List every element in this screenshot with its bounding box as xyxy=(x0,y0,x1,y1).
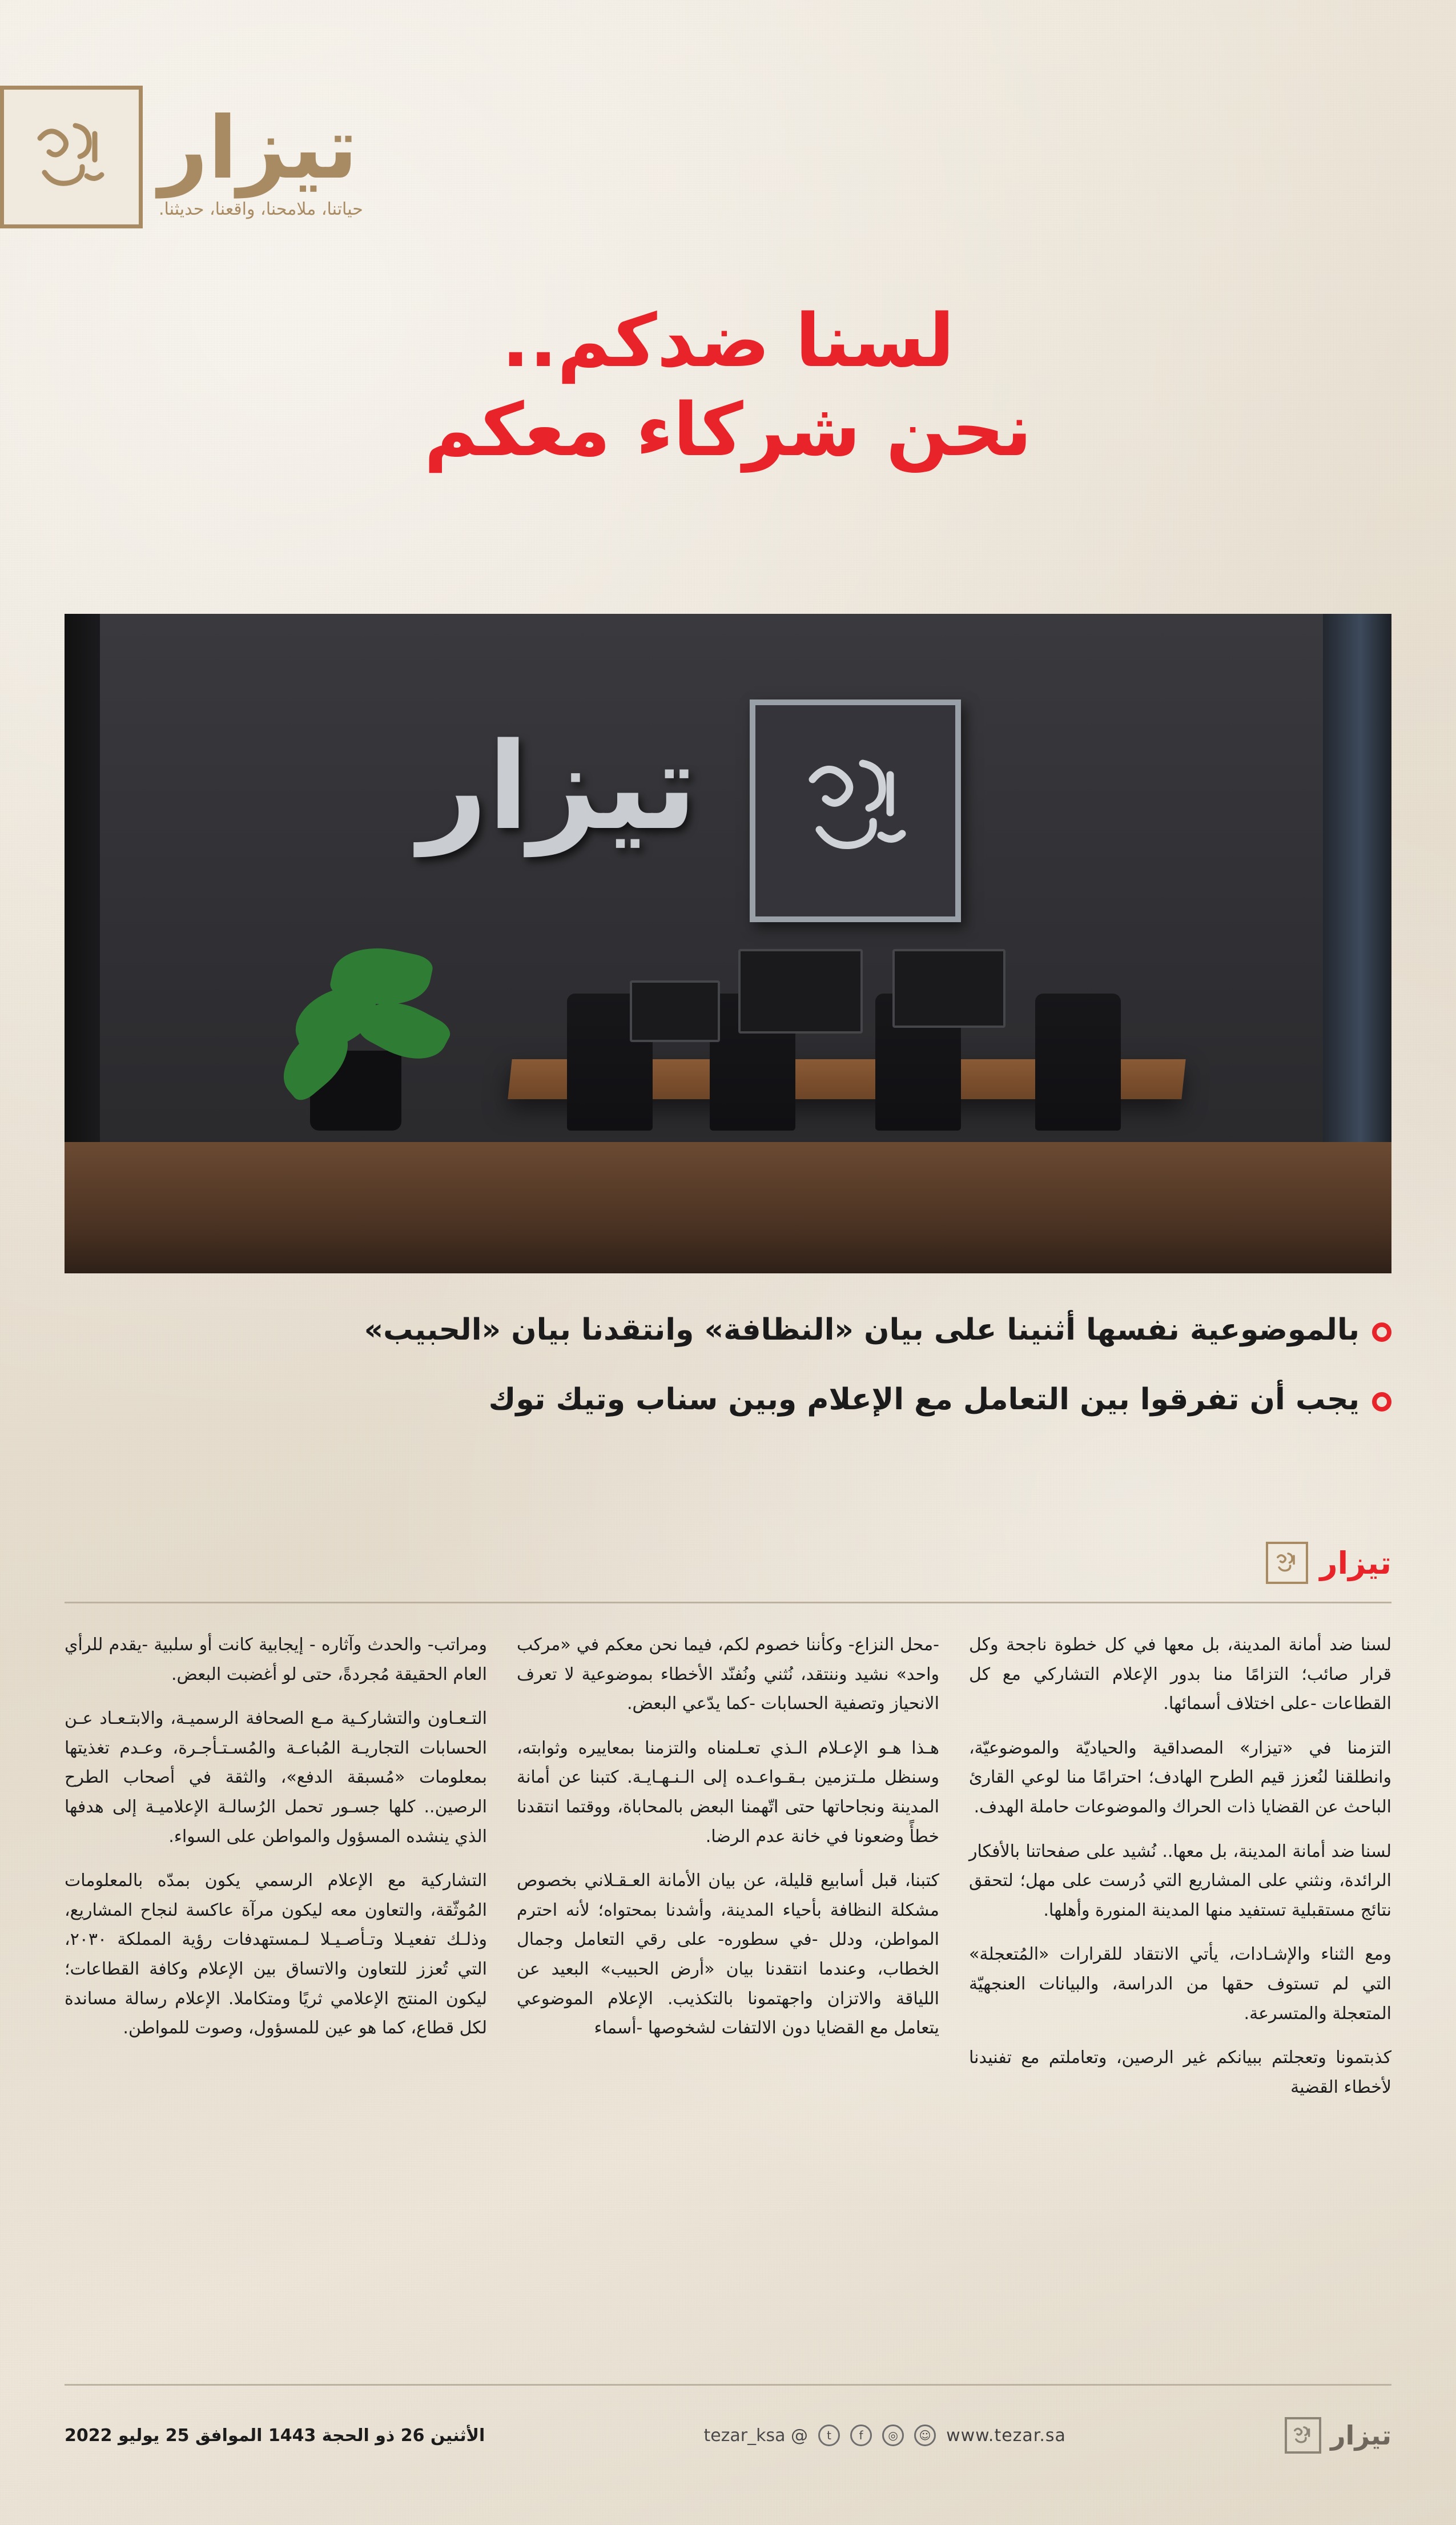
paragraph: لسنا ضد أمانة المدينة، بل معها في كل خطوة ناجحة وكل قرار صائب؛ التزامًا منا بدور الإعلام التشاركي مع كل القطاعات -على اختلاف أسمائها. xyxy=(969,1635,1391,1714)
brand-tagline: حياتنا، ملامحنا، واقعنا، حديثنا. xyxy=(159,199,363,219)
facebook-icon[interactable]: f xyxy=(850,2425,872,2446)
paragraph: كذبتمونا وتعجلتم ببيانكم غير الرصين، وتعاملتم مع تفنيدنا لأخطاء القضية xyxy=(969,2048,1391,2097)
article-body xyxy=(65,1630,1391,2117)
footer-divider xyxy=(65,2384,1391,2386)
headline-line-1: لسنا ضدكم.. xyxy=(501,299,955,384)
subhead-item xyxy=(65,1377,1391,1422)
paragraph: كتبنا، قبل أسابيع قليلة، عن بيان الأمانة العـقـلاني بخصوص مشكلة النظافة بأحياء المدينة، وأشدنا بمحتواه؛ لأنه احترم المواطن، ودلل -في سطوره- على رقي التعامل وجمال الخطاب، وعندما انتقدنا بيان «أرض الحبيب» البعيد عن اللياقة والاتزان واجهتمونا بالتكذيب. الإعلام الموضوعي يتعامل مع القضايا دون الالتفات لشخوصها -أسماء xyxy=(517,1871,939,2039)
hero-photo xyxy=(65,614,1391,1273)
tezar-monogram-icon xyxy=(1285,2417,1321,2454)
page-title xyxy=(63,297,1393,475)
hero-monitor xyxy=(738,949,863,1034)
paragraph: ومراتب- والحدث وآثاره - إيجابية كانت أو سلبية -يقدم للرأي العام الحقيقة مُجردةً، حتى لو أغضبت البعض. xyxy=(65,1635,487,1684)
tezar-monogram-icon xyxy=(1266,1542,1308,1584)
hero-floor xyxy=(65,1142,1391,1273)
byline-divider xyxy=(65,1602,1391,1603)
brand-text xyxy=(159,86,363,219)
paragraph: التشاركية مع الإعلام الرسمي يكون بمدّه بالمعلومات المُوثّقة، والتعاون معه ليكون مرآة عاكسة لنجاح المشاريع، وذلـك تفعيـلا وتـأصـيـلا لـمستهدفات رؤية المملكة ٢٠٣٠، التي تُعزز للتعاون والاتساق بين الإعلام وكافة القطاعات؛ ليكون المنتج الإعلامي ثريًا ومتكاملا. الإعلام رسالة مساندة لكل قطاع، كما هو عين للمسؤول، وصوت للمواطن. xyxy=(65,1871,487,2039)
paragraph: التـعـاون والتشاركـية مـع الصحافة الرسميـة، والابتـعـاد عـن الحسابات التجاريـة المُباعـة والمُسـتـأجـرة، وعـدم تغذيتها بمعلومات «مُسبقة الدفع»، والثقة في أصحاب الطرح الرصين.. كلها جسـور تحمل الرُسالـة الإعلاميـة إلى هدفها الذي ينشده المسؤول والمواطن على السواء. xyxy=(65,1708,487,1847)
hero-laptop xyxy=(630,980,720,1042)
hero-wall-logo: تيزار xyxy=(419,717,698,857)
subheads xyxy=(65,1308,1391,1447)
headline-line-2: نحن شركاء معكم xyxy=(424,388,1032,473)
snapchat-icon[interactable]: ☺ xyxy=(914,2425,936,2446)
paragraph: هـذا هـو الإعـلام الـذي تعـلمناه والتزمنا بمعاييره وثوابته، وسنظل ملـتزمين بـقـواعـده إلى الـنـهـايـة. كتبنا عن أمانة المدينة ونجاحاتها حتى اتّهمنا البعض بالمحاباة، ووقتما انتقدنا خطأً وضعونا في خانة عدم الرضا. xyxy=(517,1738,939,1847)
bullet-icon xyxy=(1372,1392,1391,1412)
article-column-right xyxy=(969,1630,1391,2117)
website-url[interactable]: www.tezar.sa xyxy=(946,2425,1066,2446)
byline xyxy=(1266,1542,1391,1584)
social-links[interactable] xyxy=(703,2425,1066,2446)
paragraph: لسنا ضد أمانة المدينة، بل معها.. نُشيد على صفحاتنا بالأفكار الرائدة، ونثني على المشاريع التي دُرست على مهل؛ لتحقق نتائج مستقبلية تستفيد منها المدينة المنورة وأهلها. xyxy=(969,1841,1391,1920)
hero-framed-monogram-icon xyxy=(750,699,961,922)
footer xyxy=(65,2404,1391,2467)
tezar-monogram-icon xyxy=(0,86,143,228)
instagram-icon[interactable]: ◎ xyxy=(882,2425,904,2446)
footer-brand-name: تيزار xyxy=(1330,2420,1391,2451)
paragraph: التزمنا في «تيزار» المصداقية والحياديّة والموضوعيّة، وانطلقنا لنُعزز قيم الطرح الهادف؛ احترامًا منا لوعي القارئ الباحث عن القضايا ذات الحراك والموضوعات حاملة الهدف. xyxy=(969,1738,1391,1817)
social-handle: @ tezar_ksa xyxy=(703,2425,809,2446)
hero-monitor xyxy=(892,949,1005,1028)
hero-chair xyxy=(1035,994,1121,1131)
masthead xyxy=(0,86,1393,228)
subhead-text: يجب أن تفرقوا بين التعامل مع الإعلام وبين سناب وتيك توك xyxy=(488,1382,1360,1417)
subhead-item xyxy=(65,1308,1391,1352)
byline-name: تيزار xyxy=(1320,1545,1391,1581)
bullet-icon xyxy=(1372,1322,1391,1342)
subhead-text: بالموضوعية نفسها أثنينا على بيان «النظافة» وانتقدنا بيان «الحبيب» xyxy=(364,1313,1360,1347)
brand-name: تيزار xyxy=(159,99,358,198)
footer-logo xyxy=(1285,2417,1391,2454)
paragraph: -محل النزاع- وكأننا خصوم لكم، فيما نحن معكم في «مركب واحد» نشيد وننتقد، نُثني ونُفنّد الأخطاء بموضوعية لا تعرف الانحياز وتصفية الحسابات -كما يدّعي البعض. xyxy=(517,1635,939,1714)
article-column-middle xyxy=(517,1630,939,2117)
twitter-icon[interactable]: t xyxy=(818,2425,840,2446)
publication-date: الأثنين 26 ذو الحجة 1443 الموافق 25 يوليو 2022 xyxy=(65,2425,485,2446)
paragraph: ومع الثناء والإشـادات، يأتي الانتقاد للقرارات «المُتعجلة» التي لم تستوف حقها من الدراسة، والبيانات العنجهيّة المتعجلة والمتسرعة. xyxy=(969,1944,1391,2024)
article-column-left xyxy=(65,1630,487,2117)
